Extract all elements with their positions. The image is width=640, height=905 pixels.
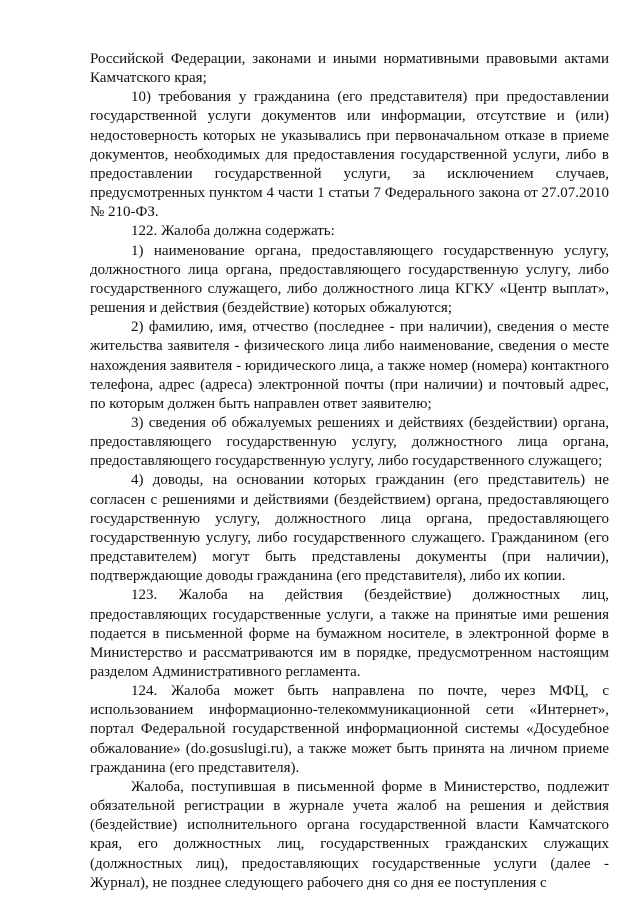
paragraph-item-2: 2) фамилию, имя, отчество (последнее - при наличии), сведения о месте жительства заявителя - физического лица либо наименование, сведения о месте нахождения заявителя - юридического лица, а также номер (номера) контактного телефона, адрес (адреса) электронной почты (при наличии) и почтовый адрес, по которым должен быть направлен ответ заявителю; xyxy=(90,319,609,412)
paragraph-registration: Жалоба, поступившая в письменной форме в Министерство, подлежит обязательной регистрации в журнале учета жалоб на решения и действия (бездействие) исполнительного органа государственной власти Камчатского края, его должностных лиц, государственных гражданских служащих (должностных лиц), предоставляющих государственные услуги (далее - Журнал), не позднее следующего рабочего дня со дня ее поступления с xyxy=(90,778,609,891)
paragraph-clause-122: 122. Жалоба должна содержать: xyxy=(131,223,335,240)
paragraph-continuation: Российской Федерации, законами и иными нормативными правовыми актами Камчатского края; xyxy=(90,51,609,87)
paragraph-item-1: 1) наименование органа, предоставляющего государственную услугу, должностного лица органа, предоставляющего государственную услугу, либо государственного служащего, либо должностного лица КГКУ «Центр выплат», решения и действия (бездействие) которых обжалуются; xyxy=(90,242,609,317)
paragraph-clause-123: 123. Жалоба на действия (бездействие) должностных лиц, предоставляющих государственные услуги, а также на принятые ими решения подается в письменной форме на бумажном носителе, в электронной форме в Министерство и рассматриваются им в порядке, предусмотренном настоящим разделом Административного регламента. xyxy=(90,587,609,680)
paragraph-item-4: 4) доводы, на основании которых гражданин (его представитель) не согласен с решениями и действиями (бездействием) органа, предоставляющего государственную услугу, должностного лица органа, предоставляющего государственную услугу, либо государственного служащего. Гражданином (его представителем) могут быть представлены документы (при наличии), подтверждающие доводы гражданина (его представителя), либо их копии. xyxy=(90,472,609,585)
paragraph-item-10: 10) требования у гражданина (его представителя) при предоставлении государственной услуги документов или информации, отсутствие и (или) недостоверность которых не указывались при первоначальном отказе в приеме документов, необходимых для предоставления государственной услуги, либо в предоставлении государственной услуги, за исключением случаев, предусмотренных пунктом 4 части 1 статьи 7 Федерального закона от 27.07.2010 № 210-ФЗ. xyxy=(90,89,609,221)
document-body xyxy=(90,50,609,893)
paragraph-clause-124: 124. Жалоба может быть направлена по почте, через МФЦ, с использованием информационно-телекоммуникационной сети «Интернет», портал Федеральной государственной информационной системы «Досудебное обжалование» (do.gosuslugi.ru), а также может быть принята на личном приеме гражданина (его представителя). xyxy=(90,683,609,776)
paragraph-item-3: 3) сведения об обжалуемых решениях и действиях (бездействии) органа, предоставляющего государственную услугу, должностного лица органа, предоставляющего государственную услугу, либо государственного служащего; xyxy=(90,414,609,470)
